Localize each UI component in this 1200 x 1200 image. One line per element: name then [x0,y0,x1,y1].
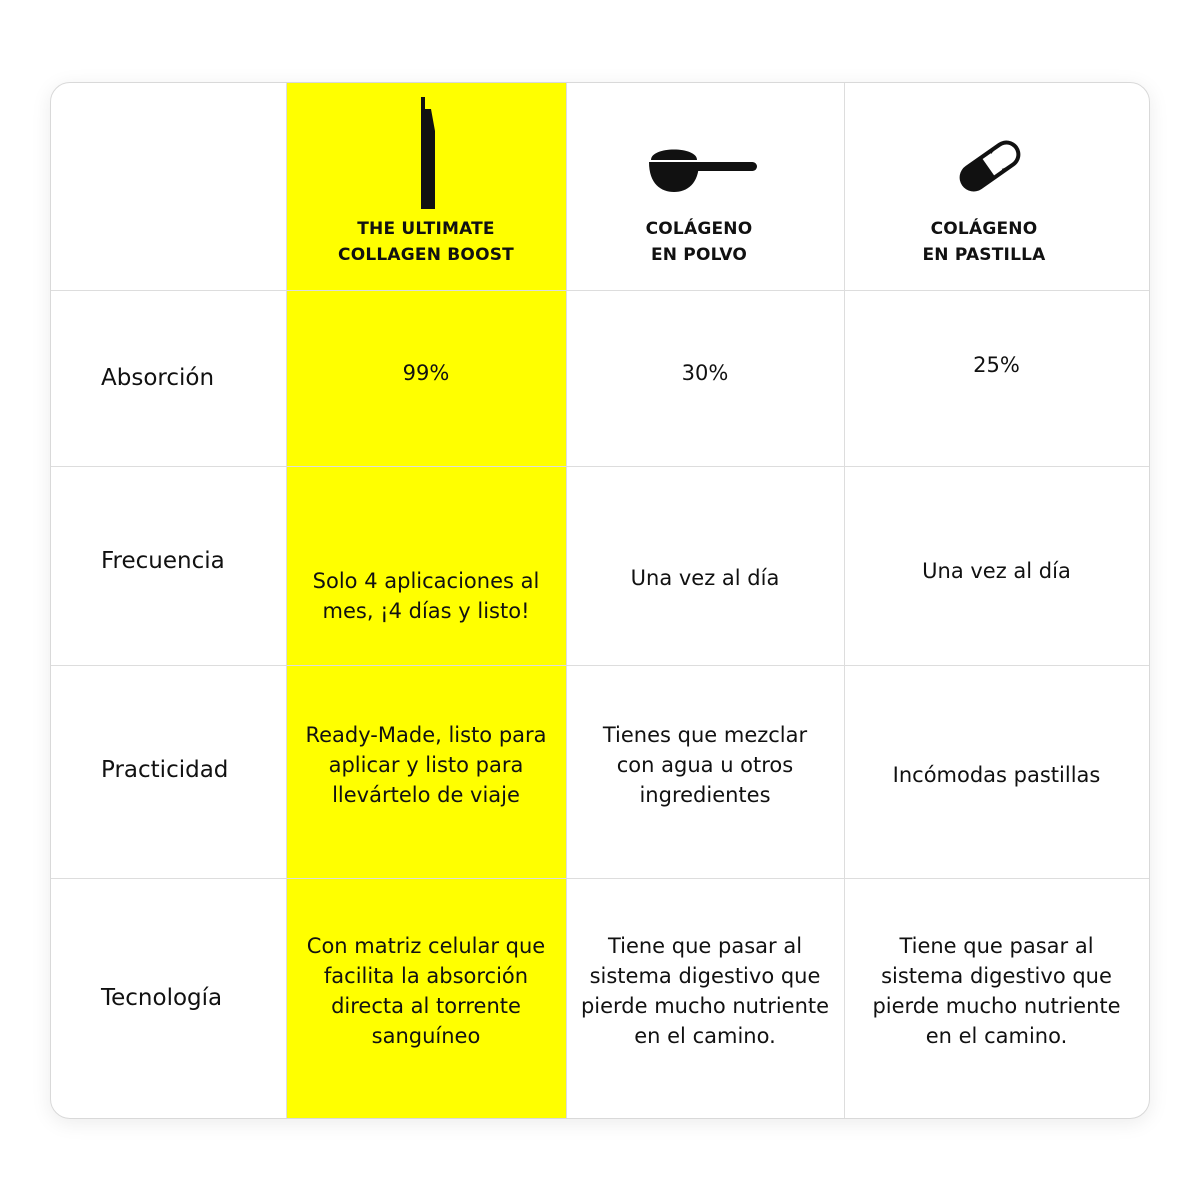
pen-applicator-icon [413,97,443,213]
frecuencia-polvo: Una vez al día [630,566,780,590]
header-ultimate-collagen-boost: THE ULTIMATE COLLAGEN BOOST [338,219,514,265]
row-label-practicidad: Practicidad [101,757,229,783]
tecnologia-polvo: Tiene que pasar al sistema digestivo que pierde mucho nutriente en el camino. [580,934,830,1048]
row-label-absorcion: Absorción [101,365,215,391]
header-colageno-en-pastilla: COLÁGENO EN PASTILLA [922,219,1046,265]
tecnologia-pastilla: Tiene que pasar al sistema digestivo que pierde mucho nutriente en el camino. [872,934,1121,1048]
practicidad-pastilla: Incómodas pastillas [892,763,1101,787]
absorcion-pastilla: 25% [973,353,1020,377]
comparison-table [50,82,1150,1119]
practicidad-ultimate: Ready-Made, listo para aplicar y listo para llevártelo de viaje [305,723,547,807]
frecuencia-ultimate: Solo 4 aplicaciones al mes, ¡4 días y listo! [312,569,540,623]
row-label-tecnologia: Tecnología [101,985,223,1011]
practicidad-polvo: Tienes que mezclar con agua u otros ingredientes [602,723,808,807]
header-colageno-en-polvo: COLÁGENO EN POLVO [645,219,753,265]
frecuencia-pastilla: Una vez al día [922,559,1071,583]
row-label-frecuencia: Frecuencia [101,547,225,574]
capsule-icon [954,137,1026,195]
tecnologia-ultimate: Con matriz celular que facilita la absorción directa al torrente sanguíneo [306,934,546,1048]
absorcion-polvo: 30% [681,361,729,385]
absorcion-ultimate: 99% [402,361,450,385]
scoop-icon [649,140,761,194]
